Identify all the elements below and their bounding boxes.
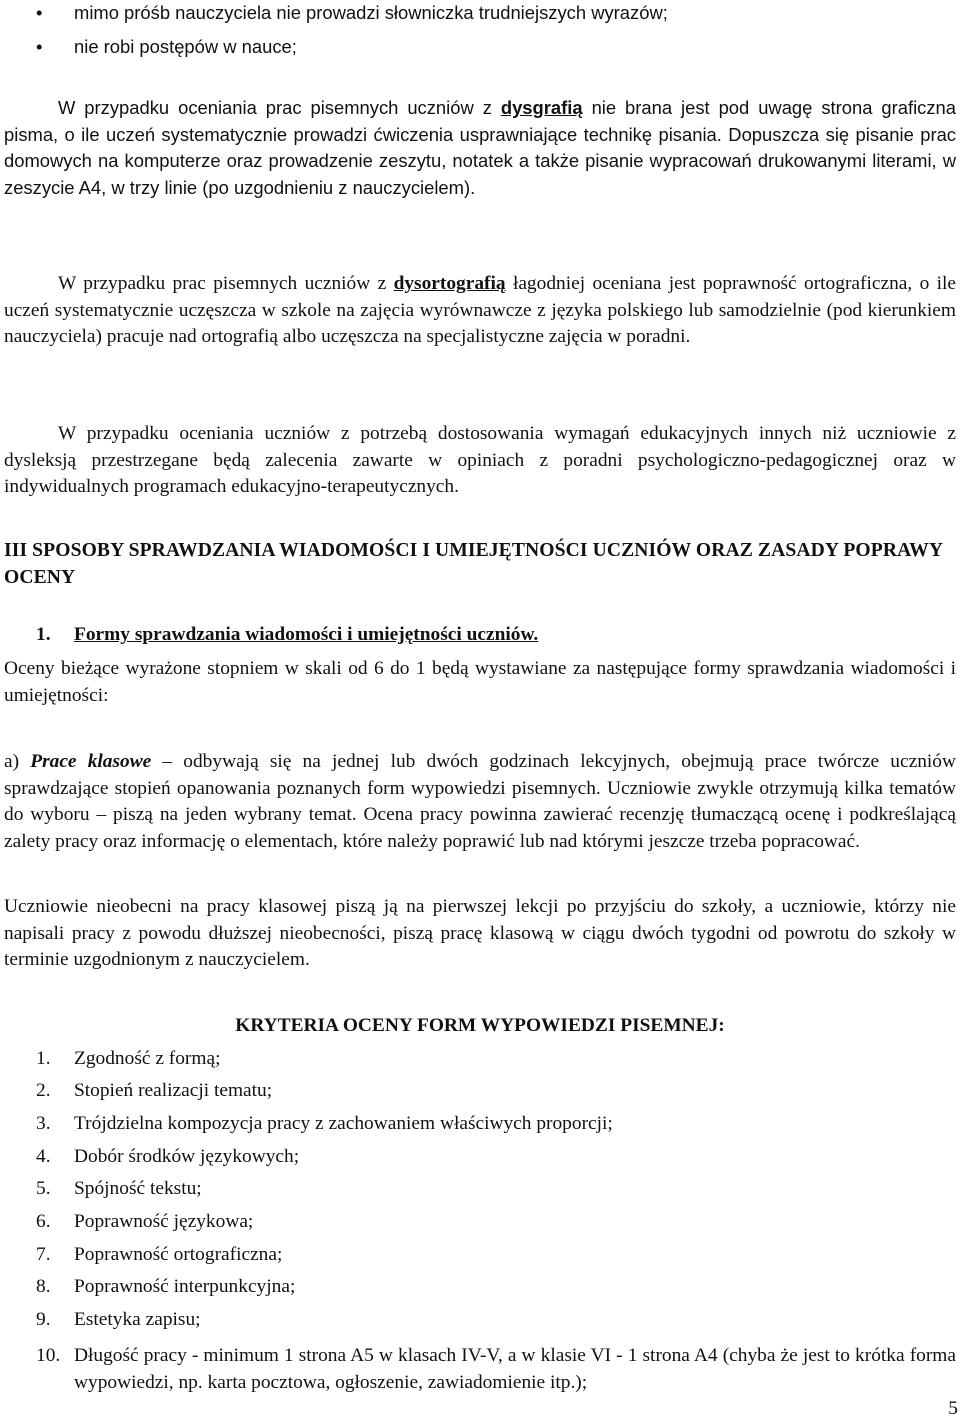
bullet-item <box>0 0 960 27</box>
list-number: 9. <box>36 1309 51 1330</box>
keyword-dysgraphia: dysgrafią <box>500 97 583 118</box>
subheading <box>36 622 538 649</box>
list-text: Stopień realizacji tematu; <box>74 1080 273 1101</box>
list-number: 4. <box>36 1146 51 1167</box>
bullet-icon: • <box>36 36 43 57</box>
section-heading: III SPOSOBY SPRAWDZANIA WIADOMOŚCI I UMIEJĘTNOŚCI UCZNIÓW ORAZ ZASADY POPRAWY OCENY <box>4 540 943 588</box>
list-number: 10. <box>36 1345 61 1366</box>
list-number: 7. <box>36 1244 51 1265</box>
term-class-tests: Prace klasowe <box>30 751 152 772</box>
list-number: 8. <box>36 1276 51 1297</box>
paragraph-special-needs <box>4 421 956 501</box>
item-prefix: a) <box>4 751 31 772</box>
bullet-text: mimo próśb nauczyciela nie prowadzi słowniczka trudniejszych wyrazów; <box>74 2 668 23</box>
list-number: 3. <box>36 1113 51 1134</box>
list-text: Poprawność językowa; <box>74 1211 254 1232</box>
paragraph-text: Dopuszcza się pisanie prac domowych na komputerze oraz prowadzenie zeszytu, notatek a także pisanie wypracowań drukowanymi literami, w zeszycie A4, w trzy linie (po uzgodnieniu z nauczycielem). <box>4 123 956 198</box>
paragraph-dysgraphia <box>4 95 956 201</box>
list-text: Dobór środków językowych; <box>74 1146 300 1167</box>
bullet-item <box>0 34 960 61</box>
list-number: 6. <box>36 1211 51 1232</box>
paragraph-text: W przypadku prac pisemnych uczniów z <box>58 273 394 294</box>
list-text: Trójdzielna kompozycja pracy z zachowaniem właściwych proporcji; <box>74 1113 613 1134</box>
paragraph-text: – odbywają się na jednej lub dwóch godzinach lekcyjnych, obejmują prace twórcze uczniów sprawdzające stopień opanowania poznanych form wypowiedzi pisemnych. Uczniowie zwykle otrzymują kilka tematów do wyboru – piszą na jeden wybrany temat. Ocena pracy powinna zawierać recenzję tłumaczącą ocenę i podkreślającą zalety pracy oraz informację o elementach, które należy poprawić lub nad którymi jeszcze trzeba popracować. <box>4 751 956 852</box>
paragraph-text: W przypadku oceniania prac pisemnych uczniów z <box>58 97 501 118</box>
list-number: 2. <box>36 1080 51 1101</box>
list-number: 5. <box>36 1178 51 1199</box>
list-text: Długość pracy - minimum 1 strona A5 w klasach IV-V, a w klasie VI - 1 strona A4 (chyba że jest to krótka forma wypowiedzi, np. karta pocztowa, ogłoszenie, zawiadomienie itp.); <box>74 1345 956 1393</box>
list-text: Spójność tekstu; <box>74 1178 202 1199</box>
paragraph-absent-students: Uczniowie nieobecni na pracy klasowej piszą ją na pierwszej lekcji po przyjściu do szkoły, a uczniowie, którzy nie napisali pracy z powodu dłuższej nieobecności, piszą pracę klasową w ciągu dwóch tygodni od powrotu do szkoły w terminie uzgodnionym z nauczycielem. <box>4 896 956 971</box>
paragraph-dysorthography <box>4 271 956 351</box>
bullet-icon: • <box>36 2 43 23</box>
list-text: Poprawność interpunkcyjna; <box>74 1276 296 1297</box>
subheading-number: 1. <box>36 624 51 645</box>
page-number: 5 <box>948 1398 958 1420</box>
criteria-heading: KRYTERIA OCENY FORM WYPOWIEDZI PISEMNEJ: <box>235 1015 725 1036</box>
keyword-dysorthography: dysortografią <box>393 273 506 294</box>
bullet-text: nie robi postępów w nauce; <box>74 36 297 57</box>
list-text: Zgodność z formą; <box>74 1048 221 1069</box>
paragraph-text: W przypadku oceniania uczniów z potrzebą dostosowania wymagań edukacyjnych innych niż uczniowie z dysleksją przestrzegane będą zalecenia zawarte w opiniach z poradni psychologiczno-pedagogicznej oraz w indywidualnych programach edukacyjno-terapeutycznych. <box>4 423 956 498</box>
list-text: Estetyka zapisu; <box>74 1309 201 1330</box>
paragraph-class-tests <box>4 749 956 855</box>
paragraph-grades: Oceny bieżące wyrażone stopniem w skali od 6 do 1 będą wystawiane za następujące formy sprawdzania wiadomości i umiejętności: <box>4 658 956 706</box>
list-number: 1. <box>36 1048 51 1069</box>
paragraph-text: nie brana jest pod uwagę strona graficzna pisma, o ile uczeń systematycznie prowadzi ćwiczenia usprawniające technikę pisania. <box>4 97 957 145</box>
paragraph-text: łagodniej oceniana jest poprawność ortograficzna, o ile uczeń systematycznie uczęszcza w szkole na zajęcia wyrównawcze z języka polskiego lub samodzielnie (pod kierunkiem nauczyciela) pracuje nad ortografią albo uczęszcza na specjalistyczne zajęcia w poradni. <box>4 273 956 348</box>
list-text: Poprawność ortograficzna; <box>74 1244 283 1265</box>
subheading-text: Formy sprawdzania wiadomości i umiejętności uczniów. <box>74 624 539 645</box>
